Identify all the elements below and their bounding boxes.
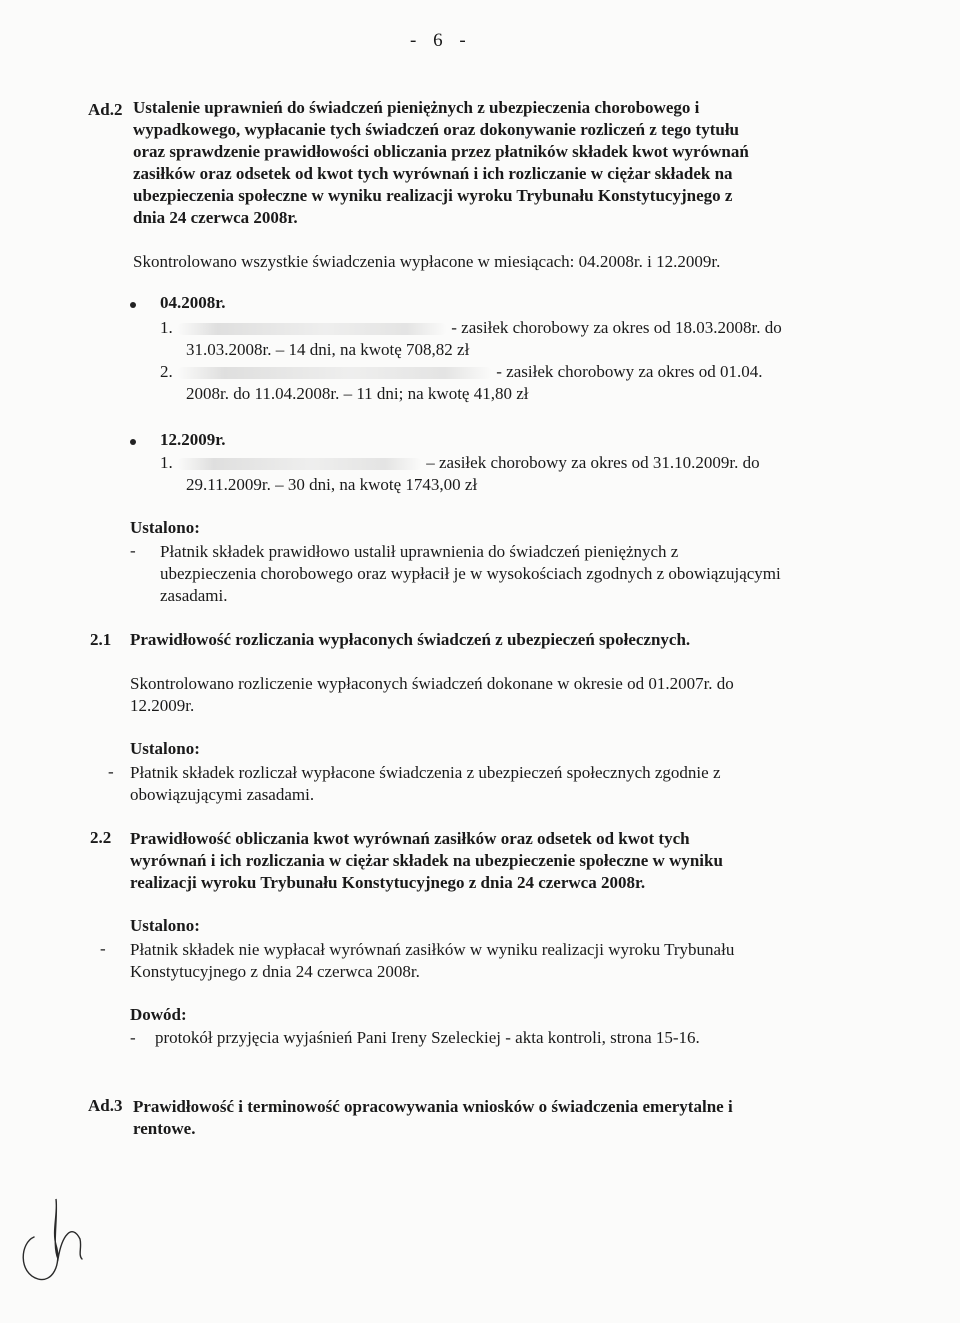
month1-item2 (160, 362, 763, 382)
bullet-icon (130, 439, 136, 445)
ustalono-label: Ustalono: (130, 739, 200, 758)
ad2-label: Ad.2 (88, 100, 123, 119)
handwritten-signature (12, 1195, 92, 1295)
ad2-heading-line: ubezpieczenia społeczne w wyniku realizacji wyroku Trybunału Konstytucyjnego z (133, 186, 733, 205)
ad2-intro: Skontrolowano wszystkie świadczenia wypłacone w miesiącach: 04.2008r. i 12.2009r. (133, 252, 721, 271)
ad2-finding (160, 541, 781, 607)
item-text: - zasiłek chorobowy za okres od 18.03.2008r. do (451, 318, 782, 337)
s21-finding (130, 762, 720, 806)
ad2-heading-line: Ustalenie uprawnień do świadczeń pieniężnych z ubezpieczenia chorobowego i (133, 98, 700, 117)
item-number: 1. (160, 453, 173, 472)
ad2-heading-line: wypadkowego, wypłacanie tych świadczeń oraz dokonywanie rozliczeń z tego tytułu (133, 120, 739, 139)
dash: - (130, 541, 136, 560)
s21-heading: Prawidłowość rozliczania wypłaconych świadczeń z ubezpieczeń społecznych. (130, 630, 691, 649)
finding-line: zasadami. (160, 586, 228, 605)
finding-line: obowiązującymi zasadami. (130, 785, 315, 804)
finding-line: ubezpieczenia chorobowego oraz wypłacił je w wysokościach zgodnych z obowiązującymi (160, 564, 781, 583)
s22-finding (130, 939, 734, 983)
ad2-heading (133, 97, 749, 229)
ad3-label: Ad.3 (88, 1096, 123, 1115)
item-number: 1. (160, 318, 173, 337)
intro-line: 12.2009r. (130, 696, 195, 715)
finding-line: Płatnik składek prawidłowo ustalił uprawnienia do świadczeń pieniężnych z (160, 542, 679, 561)
s22-number: 2.2 (90, 828, 112, 847)
heading-line: rentowe. (133, 1119, 196, 1138)
finding-line: Płatnik składek rozliczał wypłacone świadczenia z ubezpieczeń społecznych zgodnie z (130, 763, 721, 782)
s22-heading (130, 828, 723, 894)
dash: - (130, 1028, 136, 1047)
ad2-heading-line: dnia 24 czerwca 2008r. (133, 208, 298, 227)
heading-line: realizacji wyroku Trybunału Konstytucyjnego z dnia 24 czerwca 2008r. (130, 873, 646, 892)
finding-line: Konstytucyjnego z dnia 24 czerwca 2008r. (130, 962, 420, 981)
intro-line: Skontrolowano rozliczenie wypłaconych świadczeń dokonane w okresie od 01.2007r. do (130, 674, 734, 693)
month2-title: 12.2009r. (160, 430, 226, 449)
heading-line: wyrównań i ich rozliczania w ciężar składek na ubezpieczenie społeczne w wyniku (130, 851, 723, 870)
month1-item1-cont: 31.03.2008r. – 14 dni, na kwotę 708,82 zł (186, 340, 470, 359)
dowod-label: Dowód: (130, 1005, 187, 1024)
ad3-heading (133, 1096, 733, 1140)
heading-line: Prawidłowość obliczania kwot wyrównań zasiłków oraz odsetek od kwot tych (130, 829, 690, 848)
month2-item1-cont: 29.11.2009r. – 30 dni, na kwotę 1743,00 zł (186, 475, 478, 494)
ad2-heading-line: oraz sprawdzenie prawidłowości obliczania przez płatników składek kwot wyrównań (133, 142, 749, 161)
redacted-name (177, 367, 492, 379)
month2-item1 (160, 453, 760, 473)
item-number: 2. (160, 362, 173, 381)
dowod-text: protokół przyjęcia wyjaśnień Pani Ireny Szeleckiej - akta kontroli, strona 15-16. (155, 1028, 700, 1047)
page-number: - 6 - (410, 30, 472, 51)
dash: - (108, 762, 114, 781)
s21-number: 2.1 (90, 630, 112, 649)
bullet-icon (130, 302, 136, 308)
ad2-heading-line: zasiłków oraz odsetek od kwot tych wyrównań i ich rozliczanie w ciężar składek na (133, 164, 733, 183)
month1-item2-cont: 2008r. do 11.04.2008r. – 11 dni; na kwotę 41,80 zł (186, 384, 529, 403)
month1-item1 (160, 318, 782, 338)
heading-line: Prawidłowość i terminowość opracowywania wniosków o świadczenia emerytalne i (133, 1097, 733, 1116)
s21-intro (130, 673, 734, 717)
month1-title: 04.2008r. (160, 293, 226, 312)
ustalono-label: Ustalono: (130, 916, 200, 935)
finding-line: Płatnik składek nie wypłacał wyrównań zasiłków w wyniku realizacji wyroku Trybunału (130, 940, 735, 959)
dash: - (100, 939, 106, 958)
item-text: - zasiłek chorobowy za okres od 01.04. (496, 362, 763, 381)
ustalono-label: Ustalono: (130, 518, 200, 537)
redacted-name (177, 458, 422, 470)
item-text: – zasiłek chorobowy za okres od 31.10.2009r. do (426, 453, 760, 472)
redacted-name (177, 323, 447, 335)
